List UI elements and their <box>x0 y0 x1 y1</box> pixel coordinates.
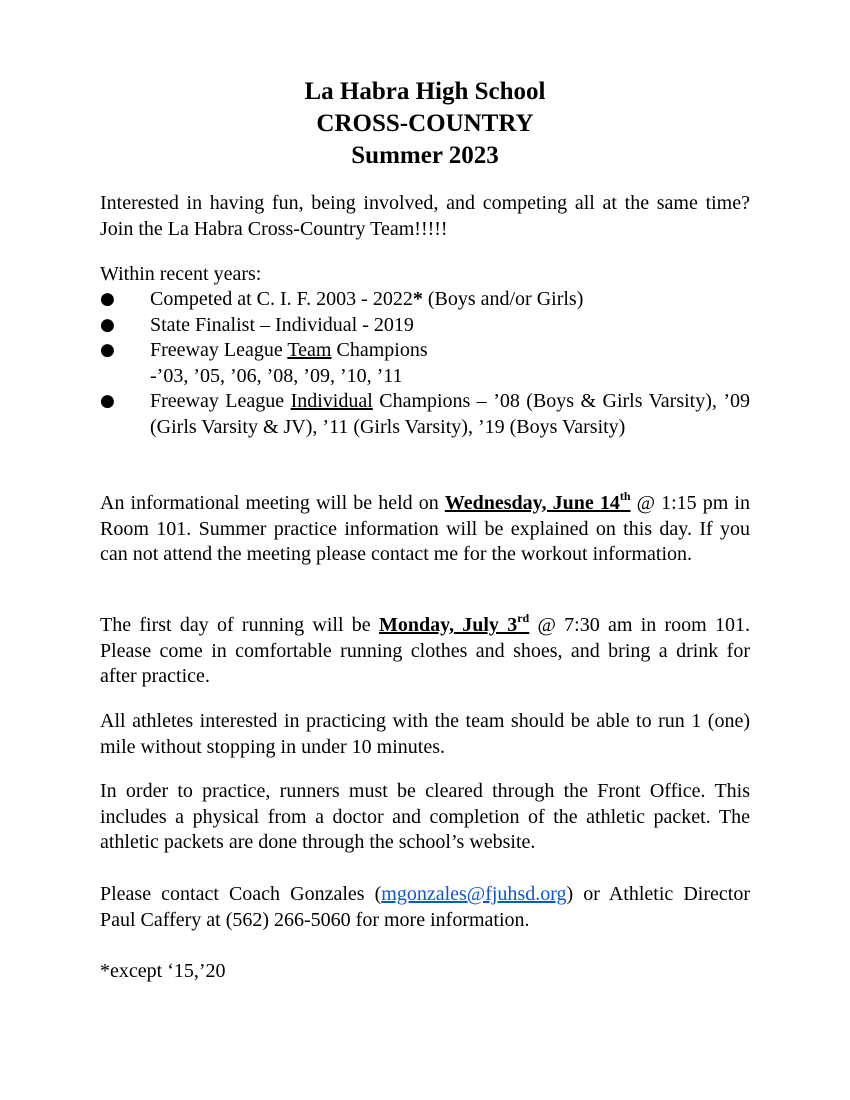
bullet-icon: ● <box>100 314 115 335</box>
achievement-state: State Finalist – Individual - 2019 <box>150 313 414 336</box>
footnote: *except ‘15,’20 <box>100 960 226 982</box>
bullet-icon: ● <box>100 289 115 309</box>
bullet-icon: ● <box>100 340 115 360</box>
first-day-date: Monday, July 3rd <box>378 611 530 636</box>
school-title: La Habra High School <box>304 78 546 105</box>
intro-paragraph: Interested in having fun, being involved, and competing all at the same time? Join the La Habra Cross-Country Team!!!!! <box>100 192 750 240</box>
list-item <box>100 313 750 339</box>
achievement-cif: Competed at C. I. F. 2003 - 2022* (Boys and/or Girls) <box>150 288 584 310</box>
meeting-paragraph: An informational meeting will be held on Wednesday, June 14th @ 1:15 pm in Room 101. Summer practice information will be explained on this day. If you can not attend the meeting please contact me for the workout information. <box>100 489 750 565</box>
asterisk-mark: * <box>412 288 423 310</box>
clearance-paragraph: In order to practice, runners must be cleared through the Front Office. This includes a physical from a doctor and completion of the athletic packet. The athletic packets are done through the school’s website. <box>100 780 750 853</box>
achievement-team: Freeway League Team Champions -’03, ’05, ’06, ’08, ’09, ’10, ’11 <box>150 339 428 387</box>
list-item <box>100 389 750 440</box>
requirement-paragraph: All athletes interested in practicing with the team should be able to run 1 (one) mile without stopping in under 10 minutes. <box>100 710 750 758</box>
contact-paragraph: Please contact Coach Gonzales (mgonzales@fjuhsd.org) or Athletic Director Paul Caffery at (562) 266-5060 for more information. <box>100 883 750 931</box>
email-link[interactable]: mgonzales@fjuhsd.org <box>381 883 567 905</box>
sport-title: CROSS-COUNTRY <box>316 110 534 137</box>
achievement-individual: Freeway League Individual Champions – ’08 (Boys & Girls Varsity), ’09 (Girls Varsity & JV), ’11 (Girls Varsity), ’19 (Boys Varsity) <box>150 390 750 438</box>
list-item <box>100 287 750 313</box>
recent-heading: Within recent years: <box>100 263 262 285</box>
meeting-date: Wednesday, June 14th <box>444 489 631 514</box>
list-item <box>100 338 750 389</box>
first-day-paragraph: The first day of running will be Monday, July 3rd @ 7:30 am in room 101. Please come in comfortable running clothes and shoes, and bring a drink for after practice. <box>100 611 751 687</box>
season-title: Summer 2023 <box>351 142 499 169</box>
team-years: -’03, ’05, ’06, ’08, ’09, ’10, ’11 <box>150 364 403 387</box>
achievements-list <box>100 287 750 440</box>
bullet-icon: ● <box>100 391 115 411</box>
